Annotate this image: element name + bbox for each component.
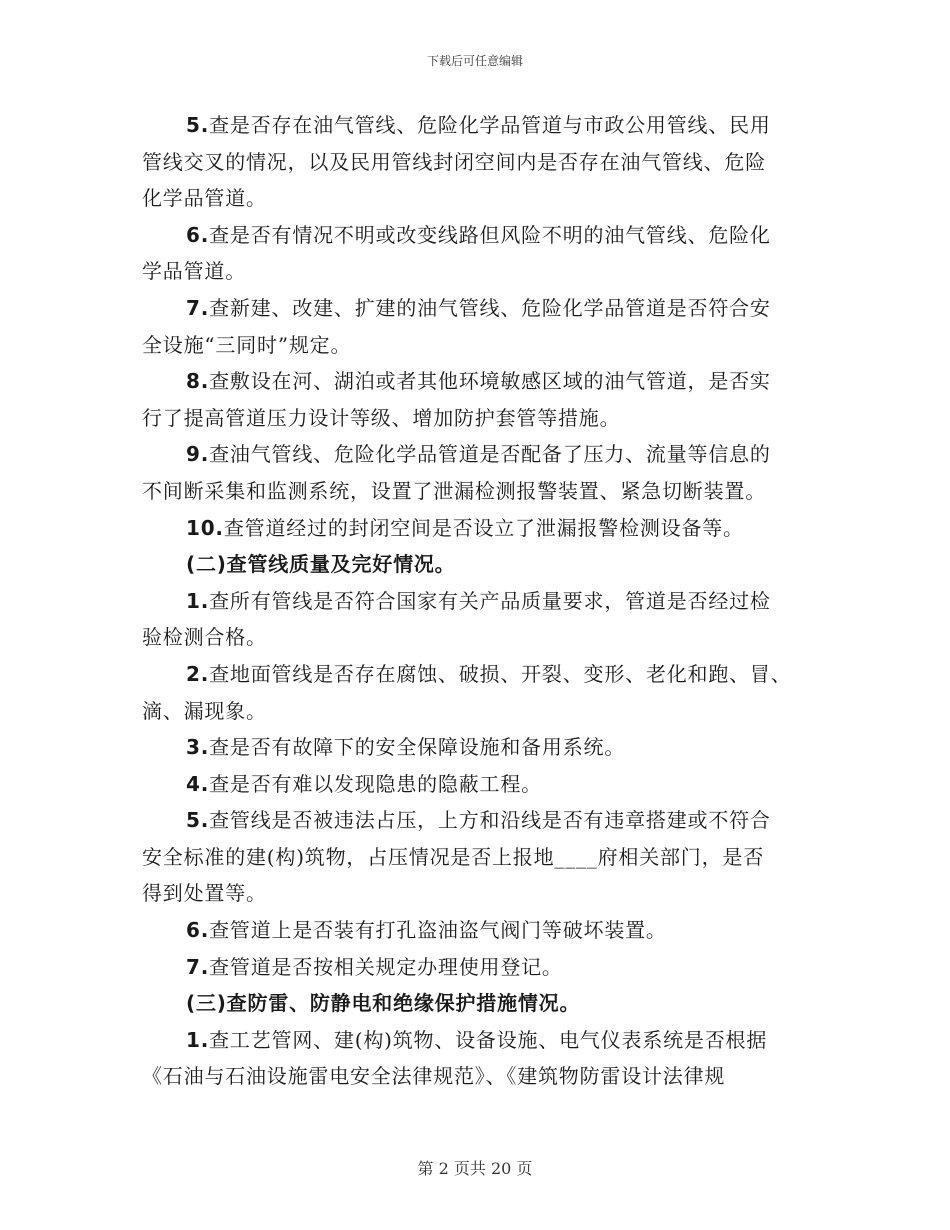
line-text: 查油气管线、危险化学品管道是否配备了压力、流量等信息的 (209, 442, 771, 467)
line-text: (三)查防雷、防静电和绝缘保护措施情况。 (186, 991, 581, 1016)
item-number: 7. (186, 954, 210, 979)
item-number: 6. (186, 918, 210, 943)
line-text: 查所有管线是否符合国家有关产品质量要求，管道是否经过检 (209, 588, 771, 613)
line-text: 查是否有难以发现隐患的隐蔽工程。 (209, 771, 542, 796)
line-text: 全设施“三同时”规定。 (142, 332, 352, 357)
paragraph-line (142, 656, 814, 693)
item-number: 1. (186, 588, 210, 613)
item-number: 3. (186, 735, 210, 760)
item-number: 2. (186, 661, 210, 686)
paragraph-line (142, 217, 814, 254)
paragraph-line (142, 875, 814, 912)
paragraph-line (142, 949, 814, 986)
item-number: 8. (186, 369, 210, 394)
paragraph-line (142, 400, 814, 437)
paragraph-line (142, 839, 814, 876)
paragraph-line (142, 912, 814, 949)
paragraph-line (142, 1058, 814, 1095)
item-number: 1. (186, 1027, 210, 1052)
paragraph-line (142, 144, 814, 181)
line-text: 查地面管线是否存在腐蚀、破损、开裂、变形、老化和跑、冒、 (209, 661, 792, 686)
item-number: 5. (186, 808, 210, 833)
section-heading (142, 546, 814, 583)
paragraph-line (142, 473, 814, 510)
item-number: 6. (186, 222, 210, 247)
line-text: 查管道上是否装有打孔盗油盗气阀门等破坏装置。 (209, 918, 667, 943)
item-number: 9. (186, 442, 210, 467)
paragraph-line (142, 510, 814, 547)
line-text: (二)查管线质量及完好情况。 (186, 552, 456, 577)
paragraph-line (142, 729, 814, 766)
paragraph-line (142, 327, 814, 364)
line-text: 不间断采集和监测系统，设置了泄漏检测报警装置、紧急切断装置。 (142, 478, 766, 503)
line-text: 查管线是否被违法占压，上方和沿线是否有违章搭建或不符合 (209, 808, 771, 833)
line-text: 学品管道。 (142, 259, 246, 284)
paragraph-line (142, 583, 814, 620)
line-text: 查新建、改建、扩建的油气管线、危险化学品管道是否符合安 (209, 295, 771, 320)
document-body (142, 107, 814, 1095)
line-text: 查敷设在河、湖泊或者其他环境敏感区域的油气管道，是否实 (209, 369, 771, 394)
paragraph-line (142, 436, 814, 473)
item-number: 5. (186, 113, 210, 137)
paragraph-line (142, 290, 814, 327)
paragraph-line (142, 363, 814, 400)
line-text: 得到处置等。 (142, 881, 267, 906)
line-text: 查管道经过的封闭空间是否设立了泄漏报警检测设备等。 (223, 515, 744, 540)
line-text: 查是否有故障下的安全保障设施和备用系统。 (209, 735, 626, 760)
paragraph-line (142, 180, 814, 217)
item-number: 10. (186, 515, 224, 540)
paragraph-line (142, 1022, 814, 1059)
line-text: 管线交叉的情况，以及民用管线封闭空间内是否存在油气管线、危险 (142, 149, 766, 174)
line-text: 滴、漏现象。 (142, 698, 267, 723)
line-text: 查是否存在油气管线、危险化学品管道与市政公用管线、民用 (209, 113, 771, 137)
line-text: 行了提高管道压力设计等级、增加防护套管等措施。 (142, 405, 621, 430)
paragraph-line (142, 253, 814, 290)
paragraph-line (142, 802, 814, 839)
line-text: 验检测合格。 (142, 625, 267, 650)
paragraph-line (142, 619, 814, 656)
section-heading (142, 985, 814, 1022)
line-text: 查是否有情况不明或改变线路但风险不明的油气管线、危险化 (209, 222, 771, 247)
paragraph-line (142, 107, 814, 144)
line-text: 查工艺管网、建(构)筑物、设备设施、电气仪表系统是否根据 (209, 1027, 768, 1052)
page-footer: 第 2 页共 20 页 (417, 1159, 533, 1178)
line-text: 化学品管道。 (142, 186, 267, 211)
item-number: 7. (186, 295, 210, 320)
line-text: 查管道是否按相关规定办理使用登记。 (209, 954, 563, 979)
page-header: 下载后可任意编辑 (426, 54, 523, 68)
line-text: 安全标准的建(构)筑物，占压情况是否上报地____府相关部门，是否 (142, 844, 765, 869)
line-text: 《石油与石油设施雷电安全法律规范》、《建筑物防雷设计法律规 (142, 1064, 726, 1089)
paragraph-line (142, 693, 814, 730)
item-number: 4. (186, 771, 210, 796)
paragraph-line (142, 766, 814, 803)
